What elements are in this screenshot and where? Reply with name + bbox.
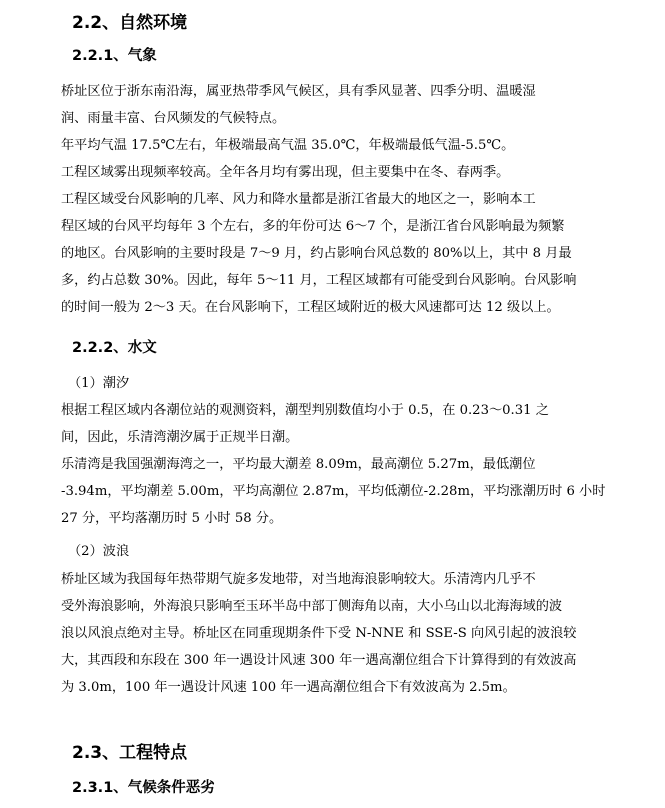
weather-line-7: 的地区。台风影响的主要时段是 7～9 月，约占影响台风总数的 80%以上，其中 8 月最 <box>61 246 572 261</box>
weather-line-2: 润、雨量丰富、台风频发的气候特点。 <box>61 111 286 126</box>
section-heading-2-3-1: 2.3.1、气候条件恶劣 <box>72 780 215 796</box>
tide-line-5: 27 分，平均落潮历时 5 小时 58 分。 <box>61 511 283 526</box>
wave-line-3: 浪以风浪点绝对主导。桥址区在同重现期条件下受 N-NNE 和 SSE-S 向风引起的波浪较 <box>61 626 577 641</box>
weather-line-3: 年平均气温 17.5℃左右，年极端最高气温 35.0℃，年极端最低气温-5.5℃。 <box>61 138 515 153</box>
tide-label: （1）潮汐 <box>68 376 130 391</box>
wave-line-1: 桥址区域为我国每年热带期气旋多发地带，对当地海浪影响较大。乐清湾内几乎不 <box>61 572 536 587</box>
weather-line-5: 工程区域受台风影响的几率、风力和降水量都是浙江省最大的地区之一，影响本工 <box>61 192 536 207</box>
wave-line-2: 受外海浪影响，外海浪只影响至玉环半岛中部丁侧海角以南，大小乌山以北海海域的波 <box>61 599 563 614</box>
tide-line-4: -3.94m，平均潮差 5.00m，平均高潮位 2.87m，平均低潮位-2.28m，平均涨潮历时 6 小时 <box>61 484 606 499</box>
weather-line-9: 的时间一般为 2～3 天。在台风影响下，工程区域附近的极大风速都可达 12 级以上。 <box>61 300 560 315</box>
wave-label: （2）波浪 <box>68 544 130 559</box>
section-heading-2-2-1: 2.2.1、气象 <box>72 48 157 64</box>
wave-line-5: 为 3.0m，100 年一遇设计风速 100 年一遇高潮位组合下有效波高为 2.5m。 <box>61 680 516 695</box>
section-heading-2-2-2: 2.2.2、水文 <box>72 340 157 356</box>
weather-line-8: 多，约占总数 30%。因此，每年 5～11 月，工程区域都有可能受到台风影响。台风影响 <box>61 273 577 288</box>
tide-line-3: 乐清湾是我国强潮海湾之一，平均最大潮差 8.09m，最高潮位 5.27m，最低潮位 <box>61 457 536 472</box>
weather-line-1: 桥址区位于浙东南沿海，属亚热带季风气候区，具有季风显著、四季分明、温暖湿 <box>61 84 536 99</box>
weather-line-6: 程区域的台风平均每年 3 个左右，多的年份可达 6～7 个，是浙江省台风影响最为频繁 <box>61 219 565 234</box>
tide-line-1: 根据工程区域内各潮位站的观测资料，潮型判别数值均小于 0.5，在 0.23～0.31 之 <box>61 403 549 418</box>
weather-line-4: 工程区域雾出现频率较高。全年各月均有雾出现，但主要集中在冬、春两季。 <box>61 165 510 180</box>
section-heading-2-2: 2.2、自然环境 <box>72 13 188 33</box>
tide-line-2: 间，因此，乐清湾潮汐属于正规半日潮。 <box>61 430 299 445</box>
section-heading-2-3: 2.3、工程特点 <box>72 743 188 763</box>
wave-line-4: 大，其西段和东段在 300 年一遇设计风速 300 年一遇高潮位组合下计算得到的有效波高 <box>61 653 577 668</box>
